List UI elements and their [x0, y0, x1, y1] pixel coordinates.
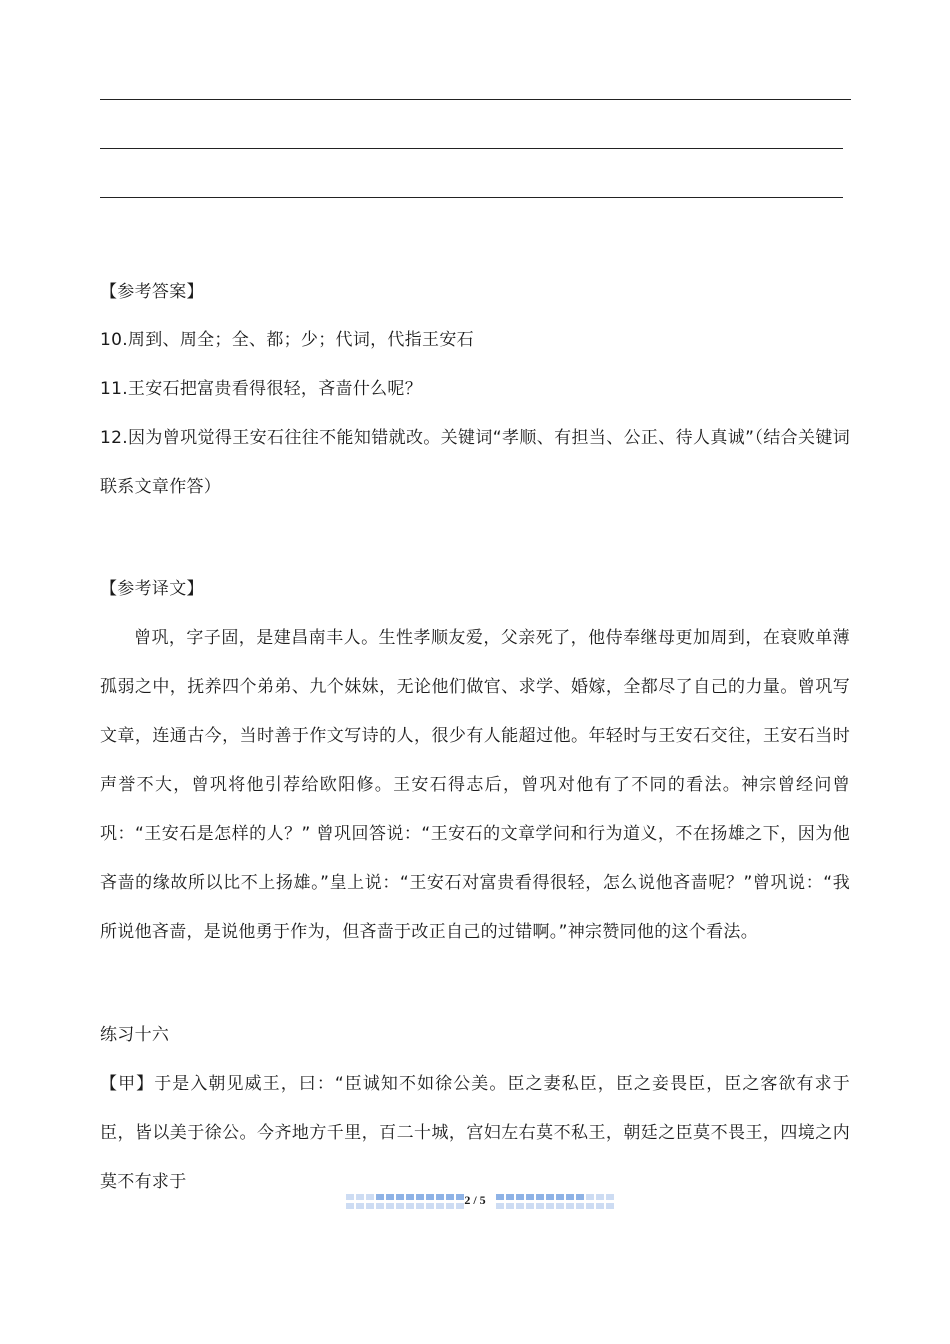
footer-dot	[536, 1203, 544, 1209]
footer-dot	[606, 1203, 614, 1209]
footer-dot	[346, 1203, 354, 1209]
footer-dot	[556, 1203, 564, 1209]
footer-dot	[516, 1203, 524, 1209]
footer-dot	[496, 1194, 504, 1200]
footer-dot	[366, 1203, 374, 1209]
footer-dot	[436, 1203, 444, 1209]
answer-heading: 【参考答案】	[100, 282, 204, 302]
footer-dot	[546, 1194, 554, 1200]
translation-body: 曾巩，字子固，是建昌南丰人。生性孝顺友爱，父亲死了，他侍奉继母更加周到，在衰败单薄孤弱之中，抚养四个弟弟、九个妹妹，无论他们做官、求学、婚嫁，全都尽了自己的力量。曾巩写文章，连通古今，当时善于作文写诗的人，很少有人能超过他。年轻时与王安石交往，王安石当时声誉不大，曾巩将他引荐给欧阳修。王安石得志后，曾巩对他有了不同的看法。神宗曾经问曾巩：“王安石是怎样的人？” 曾巩回答说：“王安石的文章学问和行为道义，不在扬雄之下，因为他吝啬的缘故所以比不上扬雄。”皇上说：“王安石对富贵看得很轻，怎么说他吝啬呢？”曾巩说：“我所说他吝啬，是说他勇于作为，但吝啬于改正自己的过错啊。”神宗赞同他的这个看法。	[100, 628, 850, 942]
footer-dot	[596, 1203, 604, 1209]
footer-dot	[426, 1203, 434, 1209]
footer-dot	[496, 1203, 504, 1209]
footer-dot	[366, 1194, 374, 1200]
footer-dot	[356, 1203, 364, 1209]
footer-dot	[436, 1194, 444, 1200]
footer-dot	[576, 1203, 584, 1209]
page-number: 2 / 5	[464, 1193, 486, 1207]
exercise-passage-jia: 【甲】于是入朝见威王，曰：“臣诚知不如徐公美。臣之妻私臣，臣之妾畏臣，臣之客欲有求于臣，皆以美于徐公。今齐地方千里，百二十城，宫妇左右莫不私王，朝廷之臣莫不畏王，四境之内莫不有求于	[100, 1074, 850, 1192]
footer-dot	[546, 1203, 554, 1209]
footer-dot	[536, 1194, 544, 1200]
footer-dot	[416, 1194, 424, 1200]
footer-dot	[506, 1194, 514, 1200]
answer-item-11: 11.王安石把富贵看得很轻，吝啬什么呢？	[100, 379, 423, 399]
answer-blank-line-2	[100, 148, 843, 149]
footer-dot	[446, 1194, 454, 1200]
exercise-title: 练习十六	[100, 1025, 170, 1045]
footer-dot	[386, 1194, 394, 1200]
footer-dot	[566, 1194, 574, 1200]
footer-dot	[376, 1194, 384, 1200]
footer-dot	[576, 1194, 584, 1200]
footer-dot	[586, 1203, 594, 1209]
footer-decoration-left	[346, 1194, 464, 1209]
footer-dot	[386, 1203, 394, 1209]
footer-dot	[416, 1203, 424, 1209]
answer-item-12: 12.因为曾巩觉得王安石往往不能知错就改。关键词“孝顺、有担当、公正、待人真诚”（结合关键词联系文章作答）	[100, 428, 850, 497]
page-footer	[0, 1190, 950, 1214]
translation-heading: 【参考译文】	[100, 579, 204, 599]
footer-dot	[406, 1194, 414, 1200]
footer-dot	[566, 1203, 574, 1209]
footer-dot	[446, 1203, 454, 1209]
footer-dot	[526, 1194, 534, 1200]
footer-dot	[526, 1203, 534, 1209]
footer-dot	[376, 1203, 384, 1209]
footer-dot	[516, 1194, 524, 1200]
answer-item-10: 10.周到、周全；全、都；少；代词，代指王安石	[100, 330, 474, 350]
footer-dot	[506, 1203, 514, 1209]
footer-dot	[346, 1194, 354, 1200]
footer-dot	[426, 1194, 434, 1200]
footer-dot	[406, 1203, 414, 1209]
footer-dot	[586, 1194, 594, 1200]
footer-decoration-right	[496, 1194, 614, 1209]
footer-dot	[556, 1194, 564, 1200]
footer-dot	[396, 1194, 404, 1200]
footer-dot	[396, 1203, 404, 1209]
footer-dot	[606, 1194, 614, 1200]
answer-blank-line-1	[100, 99, 851, 100]
answer-blank-line-3	[100, 197, 843, 198]
footer-dot	[356, 1194, 364, 1200]
footer-dot	[596, 1194, 604, 1200]
